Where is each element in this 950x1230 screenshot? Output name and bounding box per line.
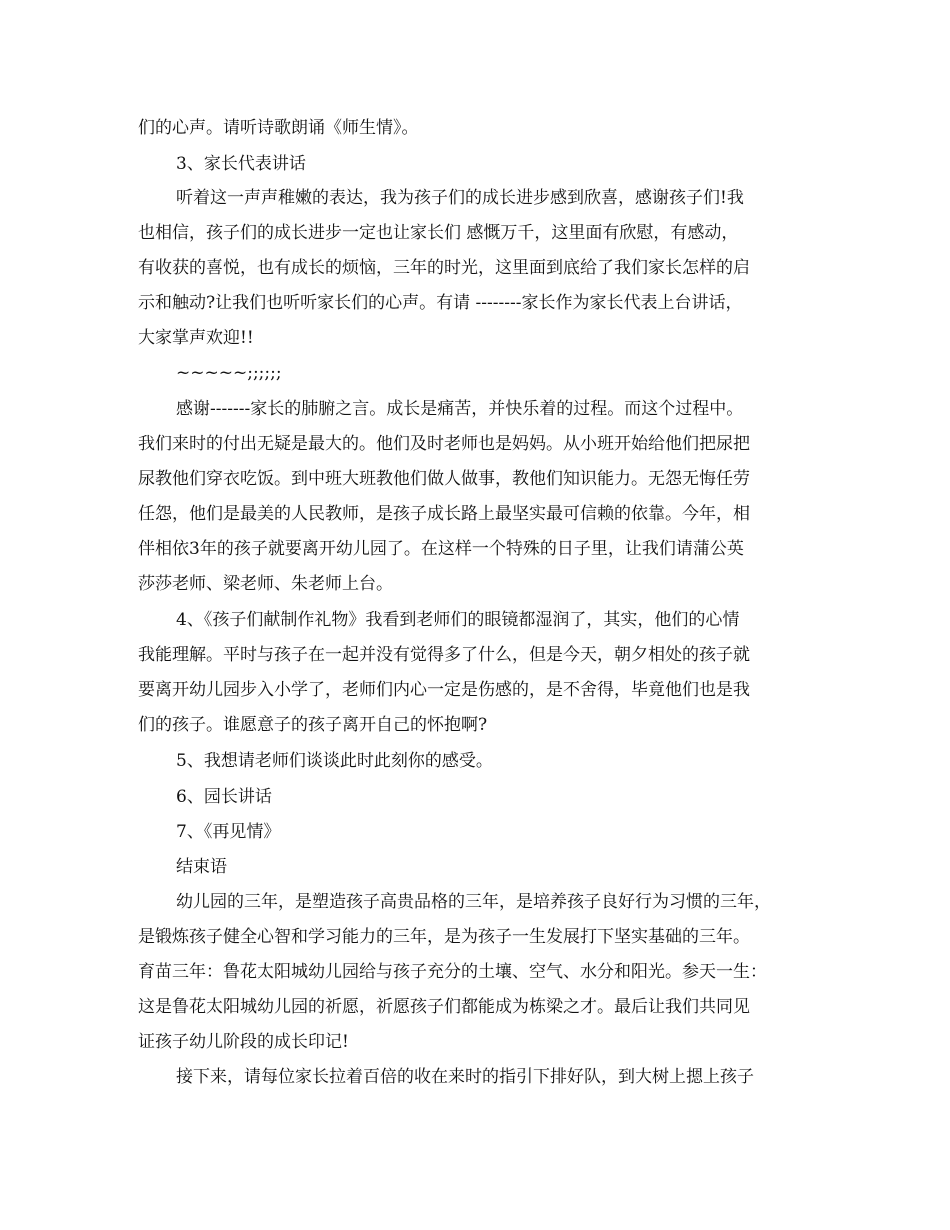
text-line: 接下来，请每位家长拉着百倍的收在来时的指引下排好队，到大树上摁上孩子 bbox=[176, 1067, 754, 1087]
text-line: 们的孩子。谁愿意子的孩子离开自己的怀抱啊? bbox=[138, 715, 488, 735]
section-heading: 6、园长讲话 bbox=[176, 787, 272, 807]
text-line: 们的心声。请听诗歌朗诵《师生情》。 bbox=[138, 118, 419, 138]
text-line: 伴相依3年的孩子就要离开幼儿园了。在这样一个特殊的日子里，让我们请蒲公英 bbox=[138, 539, 744, 559]
text-line: 要离开幼儿园步入小学了，老师们内心一定是伤感的，是不舍得，毕竟他们也是我 bbox=[138, 680, 750, 700]
text-line: 大家掌声欢迎!! bbox=[138, 328, 254, 348]
text-line: 莎莎老师、梁老师、朱老师上台。 bbox=[138, 574, 393, 594]
text-line: 任怨，他们是最美的人民教师，是孩子成长路上最坚实最可信赖的依靠。今年，相 bbox=[138, 504, 750, 524]
text-line: ~~~~~;;;;;; bbox=[176, 363, 282, 383]
text-line: 我们来时的付出无疑是最大的。他们及时老师也是妈妈。从小班开始给他们把尿把 bbox=[138, 434, 750, 454]
section-heading: 7、《再见情》 bbox=[176, 822, 281, 842]
text-line: 听着这一声声稚嫩的表达，我为孩子们的成长进步感到欣喜，感谢孩子们!我 bbox=[176, 188, 744, 208]
text-line: 有收获的喜悦，也有成长的烦恼，三年的时光，这里面到底给了我们家长怎样的启 bbox=[138, 258, 750, 278]
text-line: 我能理解。平时与孩子在一起并没有觉得多了什么，但是今天，朝夕相处的孩子就 bbox=[138, 645, 750, 665]
text-line: 感谢-------家长的肺腑之言。成长是痛苦，并快乐着的过程。而这个过程中。 bbox=[176, 399, 744, 419]
text-line: 尿教他们穿衣吃饭。到中班大班教他们做人做事，教他们知识能力。无怨无悔任劳 bbox=[138, 469, 750, 489]
text-line: 幼儿园的三年，是塑造孩子高贵品格的三年，是培养孩子良好行为习惯的三年， bbox=[176, 892, 771, 912]
text-line: 是锻炼孩子健全心智和学习能力的三年，是为孩子一生发展打下坚实基础的三年。 bbox=[138, 927, 750, 947]
text-line: 这是鲁花太阳城幼儿园的祈愿，祈愿孩子们都能成为栋梁之才。最后让我们共同见 bbox=[138, 997, 750, 1017]
text-line: 证孩子幼儿阶段的成长印记! bbox=[138, 1032, 349, 1052]
section-heading: 结束语 bbox=[176, 857, 227, 877]
text-line: 4、《孩子们献制作礼物》我看到老师们的眼镜都湿润了，其实，他们的心情 bbox=[176, 610, 740, 630]
section-heading: 3、家长代表讲话 bbox=[176, 154, 306, 174]
text-line: 也相信，孩子们的成长进步一定也让家长们 感慨万千，这里面有欣慰，有感动， bbox=[138, 223, 739, 243]
text-line: 示和触动?让我们也听听家长们的心声。有请 --------家长作为家长代表上台讲话， bbox=[138, 293, 743, 313]
text-line: 育苗三年：鲁花太阳城幼儿园给与孩子充分的土壤、空气、水分和阳光。参天一生： bbox=[138, 962, 767, 982]
text-line: 5、我想请老师们谈谈此时此刻你的感受。 bbox=[176, 751, 493, 771]
